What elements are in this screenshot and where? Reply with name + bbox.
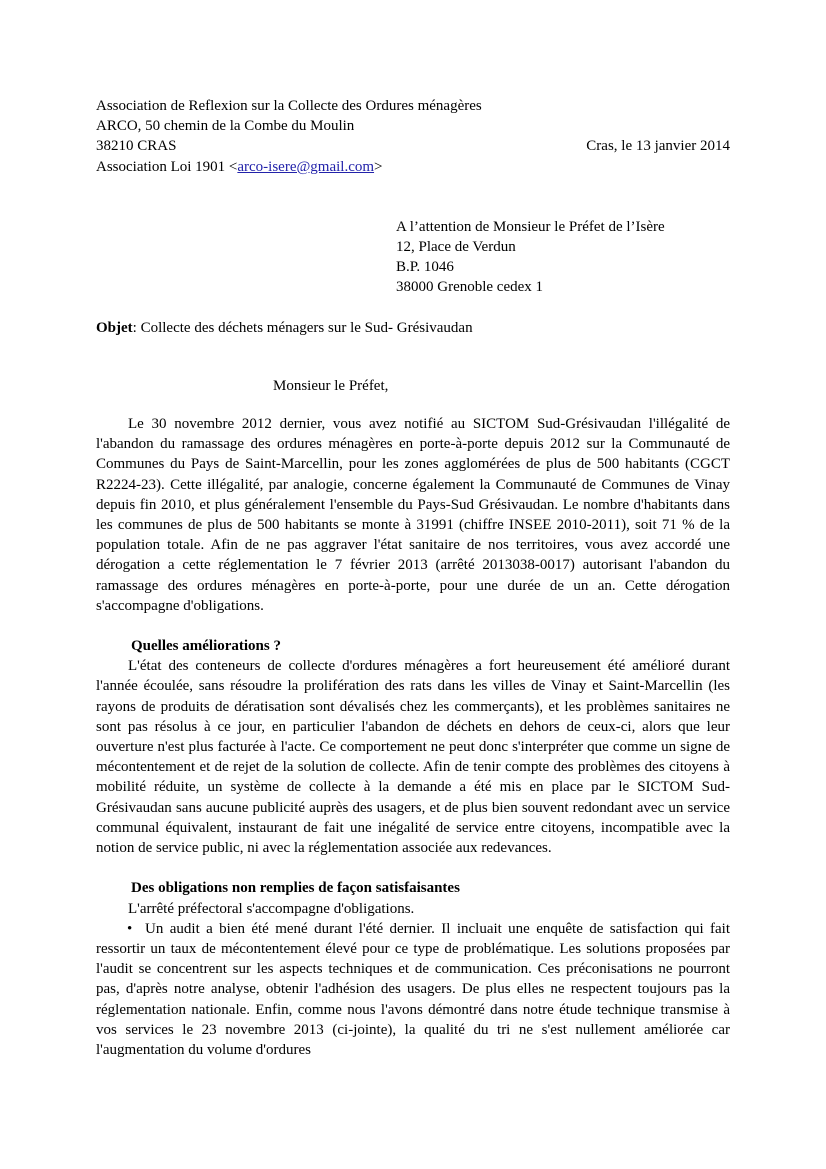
sender-legal-status-prefix: Association Loi 1901 < (96, 158, 238, 175)
bullet-point-icon: • (127, 920, 133, 937)
bullet-item-text: Un audit a bien été mené durant l'été dernier. Il incluait une enquête de satisfaction qui fait ressortir un taux de mécontentement élevé pour ce type de problématique. Les solutions proposées par l'audit se concentrent sur les aspects techniques et de communication. Ces préconisations ne pourront pas, d'après notre analyse, obtenir l'adhésion des usagers. De plus elles ne respectent toujours pas la réglementation nationale. Enfin, comme nous l'avons démontré dans notre étude technique transmise à vos services le 23 novembre 2013 (ci-jointe), la qualité du tri ne s'est nullement améliorée car l'augmentation du volume d'ordures (96, 920, 731, 1058)
sender-organization-name: Association de Reflexion sur la Collecte des Ordures ménagères (96, 98, 482, 114)
salutation: Monsieur le Préfet, (273, 377, 389, 394)
recipient-city-postal: 38000 Grenoble cedex 1 (396, 279, 544, 296)
recipient-address-block (396, 217, 730, 298)
sender-legal-status-suffix: > (374, 158, 383, 175)
letter-date: Cras, le 13 janvier 2014 (586, 138, 730, 155)
bullet-item-audit (96, 919, 730, 1060)
recipient-po-box: B.P. 1046 (396, 259, 454, 276)
subject-line (96, 318, 730, 338)
sender-street-address: ARCO, 50 chemin de la Combe du Moulin (96, 118, 355, 135)
subject-text: : Collecte des déchets ménagers sur le Sud- Grésivaudan (132, 319, 473, 336)
sender-city-postal: 38210 CRAS (96, 138, 177, 155)
subject-label: Objet (96, 319, 133, 336)
body-paragraph-2: L'état des conteneurs de collecte d'ordures ménagères a fort heureusement été amélioré durant l'année écoulée, sans résoudre la prolifération des rats dans les villes de Vinay et Saint-Marcellin (les rayons de produits de dératisation sont dévalisés chez les commerçants), et les problèmes sanitaires ne sont pas résolus à ce jour, en particulier l'abandon de déchets en dehors de ceux-ci, alors que leur ouverture n'est plus facturée à l'acte. Ce comportement ne peut donc s'interpréter que comme un signe de mécontentement et de rejet de la solution de collecte. Afin de tenir compte des problèmes des citoyens à mobilité réduite, un système de collecte à la demande a été mis en place par le SICTOM Sud-Grésivaudan sans aucune publicité auprès des usagers, et de plus bien souvent redondant avec un service communal équivalent, instaurant de fait une inégalité de service entre citoyens, incompatible avec la notion de service public, ni avec la réglementation associée aux redevances. (96, 658, 730, 857)
body-paragraph-3: L'arrêté préfectoral s'accompagne d'obligations. (128, 900, 415, 917)
sender-header-block (96, 96, 730, 177)
sender-email-link[interactable]: arco-isere@gmail.com (237, 158, 375, 175)
recipient-street-address: 12, Place de Verdun (396, 239, 516, 256)
letter-content (96, 96, 730, 1060)
recipient-attention-line: A l’attention de Monsieur le Préfet de l’Isère (396, 218, 665, 235)
section-heading-obligations: Des obligations non remplies de façon satisfaisantes (131, 880, 460, 897)
section-heading-ameliorations: Quelles améliorations ? (131, 638, 281, 655)
sender-legal-status-email (96, 157, 730, 177)
body-paragraph-1: Le 30 novembre 2012 dernier, vous avez notifié au SICTOM Sud-Grésivaudan l'illégalité de l'abandon du ramassage des ordures ménagères en porte-à-porte depuis 2012 sur la Communauté de Communes du Pays de Saint-Marcellin, pour les zones agglomérées de plus de 500 habitants (CGCT R2224-23). Cette illégalité, par analogie, concerne également la Communauté de Communes de Vinay depuis fin 2010, et plus généralement l'ensemble du Pays-Sud Grésivaudan. Le nombre d'habitants dans les communes de plus de 500 habitants se monte à 31991 (chiffre INSEE 2010-2011), soit 71 % de la population totale. Afin de ne pas aggraver l'état sanitaire de nos territoires, vous avez accordé une dérogation a cette réglementation le 7 février 2013 (arrêté 2013038-0017) autorisant l'abandon du ramassage des ordures ménagères en porte-à-porte, pour une durée de un an. Cette dérogation s'accompagne d'obligations. (96, 416, 730, 614)
